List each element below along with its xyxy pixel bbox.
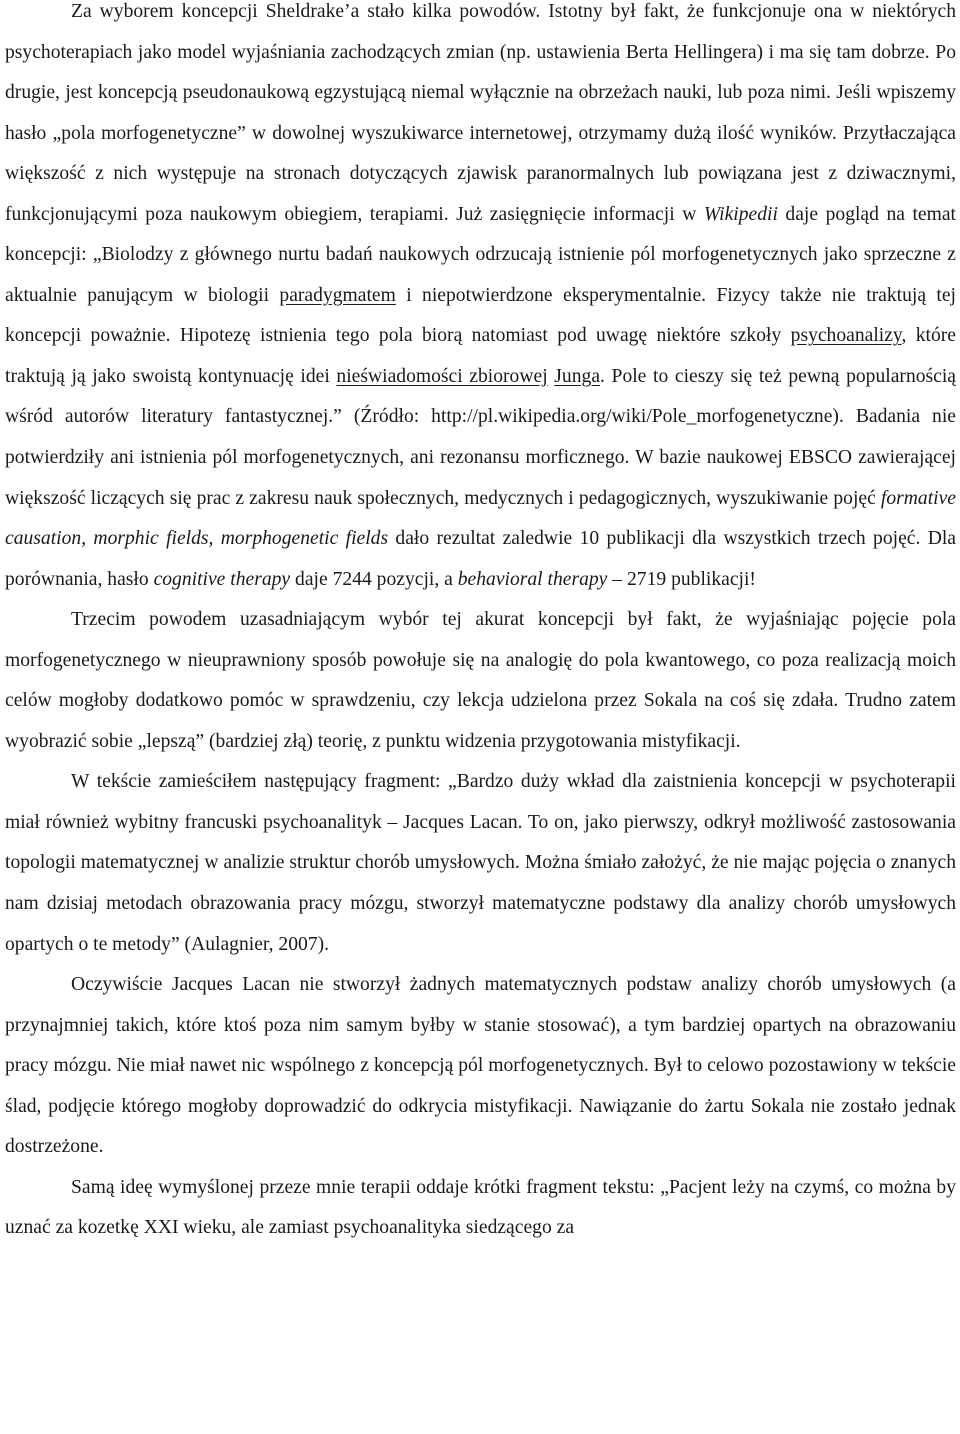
text-run: , które traktują ją jako swoistą kontynuację idei (5, 325, 956, 387)
italic-text: behavioral therapy (457, 568, 608, 590)
body-paragraph (5, 0, 956, 600)
text-run: daje 7244 pozycji, a (290, 568, 458, 590)
text-run: Oczywiście Jacques Lacan nie stworzył żadnych matematycznych podstaw analizy chorób umysłowych (a przynajmniej takich, które ktoś poza nim samym byłby w stanie stosować), a tym bardziej opartych na obrazowaniu pracy mózgu. Nie miał nawet nic wspólnego z koncepcją pól morfogenetycznych. Był to celowo pozostawiony w tekście ślad, podjęcie którego mogłoby doprowadzić do odkrycia mistyfikacji. Nawiązanie do żartu Sokala nie zostało jednak dostrzeżone. (5, 974, 956, 1158)
text-run: – 2719 publikacji! (607, 568, 756, 590)
body-paragraph (5, 762, 956, 965)
hyperlink-text[interactable]: nieświadomości zbiorowej (336, 365, 548, 387)
hyperlink-text[interactable]: paradygmatem (279, 284, 396, 306)
hyperlink-text[interactable]: psychoanalizy (790, 325, 902, 347)
text-run: . Pole to cieszy się też pewną popularnością wśród autorów literatury fantastycznej.” (Źródło: http://pl.wikipedia.org/wiki/Pole_morfogenetyczne). Badania nie potwierdziły ani istnienia pól morfogenetycznych, ani rezonansu morficznego. W bazie naukowej EBSCO zawierającej większość liczących się prac z zakresu nauk społecznych, medycznych i pedagogicznych, wyszukiwanie pojęć (5, 365, 957, 509)
body-paragraph (5, 600, 956, 762)
body-paragraph (5, 965, 956, 1168)
text-run: W tekście zamieściłem następujący fragment: „Bardzo duży wkład dla zaistnienia koncepcji w psychoterapii miał również wybitny francuski psychoanalityk – Jacques Lacan. To on, jako pierwszy, odkrył możliwość zastosowania topologii matematycznej w analizie struktur chorób umysłowych. Można śmiało założyć, że nie mając pojęcia o znanych nam dzisiaj metodach obrazowania pracy mózgu, stworzył matematyczne podstawy dla analizy chorób umysłowych opartych o te metody” (Aulagnier, 2007). (5, 771, 956, 955)
text-run: Trzecim powodem uzasadniającym wybór tej akurat koncepcji był fakt, że wyjaśniając pojęcie pola morfogenetycznego w nieuprawniony sposób powołuje się na analogię do pola kwantowego, co poza realizacją moich celów mogłoby dodatkowo pomóc w sprawdzeniu, czy lekcja udzielona przez Sokala na coś się zdała. Trudno zatem wyobrazić sobie „lepszą” (bardziej złą) teorię, z punktu widzenia przygotowania mistyfikacji. (5, 609, 956, 752)
text-run: daje pogląd na temat koncepcji: „Biolodzy z głównego nurtu badań naukowych odrzucają istnienie pól morfogenetycznych jako sprzeczne z aktualnie panującym w biologii (5, 203, 956, 306)
text-run: dało rezultat zaledwie 10 publikacji dla wszystkich trzech pojęć. Dla porównania, hasło (5, 528, 956, 590)
text-run: Za wyborem koncepcji Sheldrake’a stało kilka powodów. Istotny był fakt, że funkcjonuje ona w niektórych psychoterapiach jako model wyjaśniania zachodzących zmian (np. ustawienia Berta Hellingera) i ma się tam dobrze. Po drugie, jest koncepcją pseudonaukową egzystującą niemal wyłącznie na obrzeżach nauki, lub poza nimi. Jeśli wpiszemy hasło „pola morfogenetyczne” w dowolnej wyszukiwarce internetowej, otrzymamy dużą ilość wyników. Przytłaczająca większość z nich występuje na stronach dotyczących zjawisk paranormalnych lub powiązana jest z dziwacznymi, funkcjonującymi poza naukowym obiegiem, terapiami. Już zasięgnięcie informacji w (5, 1, 956, 225)
body-paragraph (5, 1168, 956, 1249)
text-run: i niepotwierdzone eksperymentalnie. Fizycy także nie traktują tej koncepcji poważnie. Hipotezę istnienia tego pola biorą natomiast pod uwagę niektóre szkoły (5, 284, 956, 347)
italic-text: cognitive therapy (153, 568, 291, 590)
hyperlink-text[interactable]: Junga (554, 365, 601, 387)
italic-text: formative causation, morphic fields, morphogenetic fields (5, 487, 956, 550)
italic-text: Wikipedii (703, 203, 778, 225)
text-run: Samą ideę wymyślonej przeze mnie terapii oddaje krótki fragment tekstu: „Pacjent leży na czymś, co można by uznać za kozetkę XXI wieku, ale zamiast psychoanalityka siedzącego za (5, 1176, 956, 1239)
